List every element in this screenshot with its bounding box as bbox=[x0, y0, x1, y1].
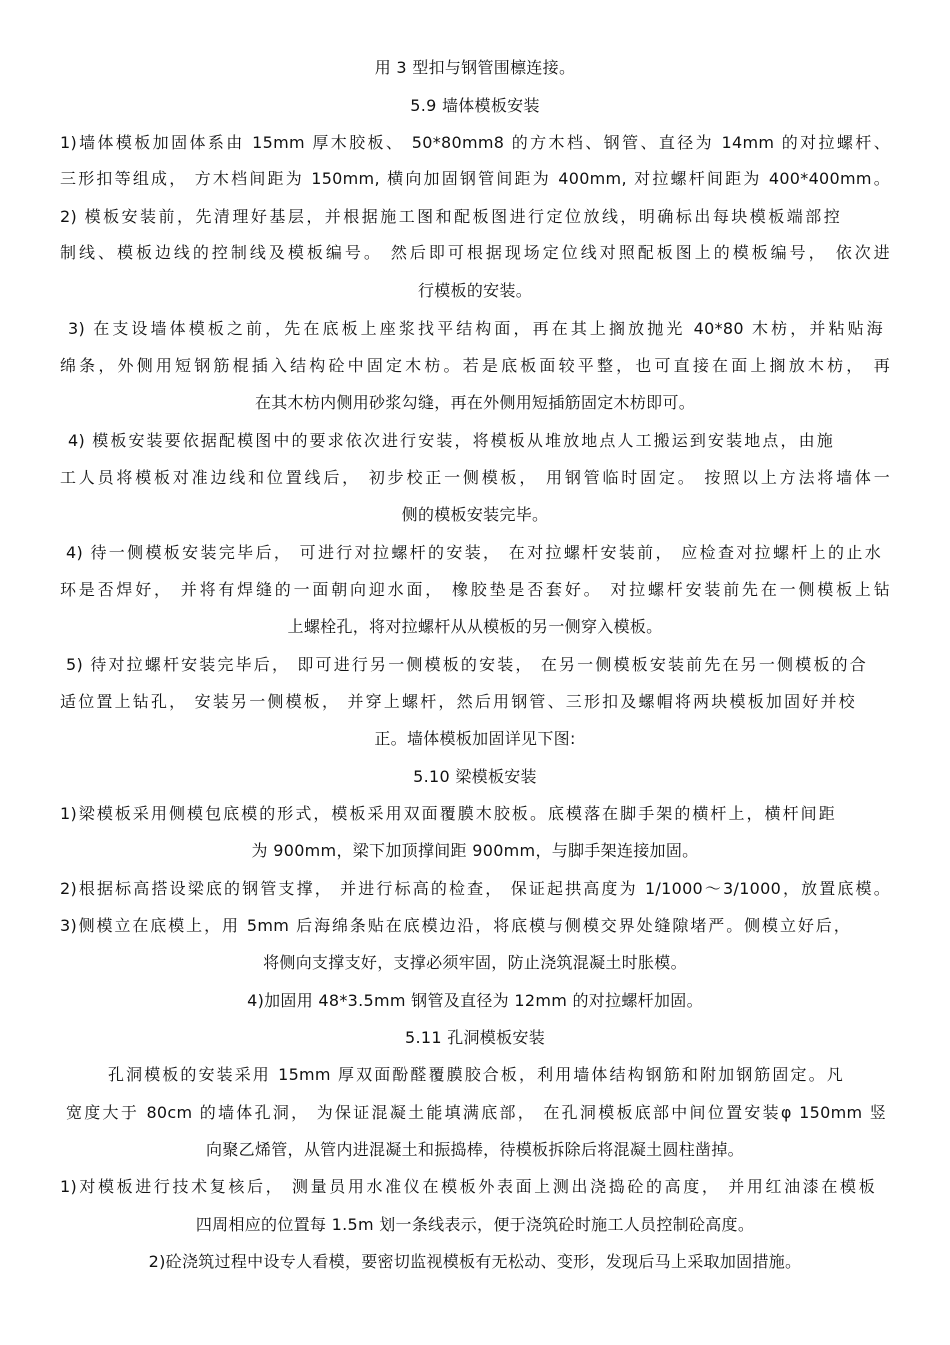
section-heading-5-10: 5.10 梁模板安装 bbox=[413, 767, 537, 786]
text-line: 4) 待一侧模板安装完毕后， 可进行对拉螺杆的安装， 在对拉螺杆安装前， 应检查对拉螺杆上的止水 bbox=[66, 543, 881, 562]
text-line: 工人员将模板对准边线和位置线后， 初步校正一侧模板， 用钢管临时固定。 按照以上方法将墙体一 bbox=[60, 468, 890, 487]
text-line: 正。墙体模板加固详见下图: bbox=[374, 729, 576, 748]
text-line: 4) 模板安装要依据配模图中的要求依次进行安装，将模板从堆放地点人工搬运到安装地点，由施 bbox=[68, 431, 833, 450]
text-line: 2)砼浇筑过程中设专人看模，要密切监视模板有无松动、变形，发现后马上采取加固措施。 bbox=[148, 1252, 802, 1271]
text-line: 绵条，外侧用短钢筋棍插入结构砼中固定木枋。若是底板面较平整，也可直接在面上搁放木枋， 再 bbox=[60, 356, 890, 375]
text-line: 为 900mm，梁下加顶撑间距 900mm，与脚手架连接加固。 bbox=[251, 841, 699, 860]
text-line: 上螺栓孔，将对拉螺杆从从模板的另一侧穿入模板。 bbox=[287, 617, 663, 636]
text-line: 2)根据标高搭设梁底的钢管支撑， 并进行标高的检查， 保证起拱高度为 1/1000～3/1000，放置底模。 bbox=[60, 879, 890, 898]
section-heading-5-9: 5.9 墙体模板安装 bbox=[410, 96, 540, 115]
text-line: 5) 待对拉螺杆安装完毕后， 即可进行另一侧模板的安装， 在另一侧模板安装前先在另一侧模板的合 bbox=[66, 655, 866, 674]
text-line: 3)侧模立在底模上，用 5mm 后海绵条贴在底模边沿，将底模与侧模交界处缝隙堵严。侧模立好后， bbox=[60, 916, 850, 935]
text-line: 环是否焊好， 并将有焊缝的一面朝向迎水面， 橡胶垫是否套好。 对拉螺杆安装前先在一侧模板上钻 bbox=[60, 580, 890, 599]
text-line: 向聚乙烯管，从管内进混凝土和振捣棒，待模板拆除后将混凝土圆柱凿掉。 bbox=[206, 1140, 744, 1159]
text-line: 4)加固用 48*3.5mm 钢管及直径为 12mm 的对拉螺杆加固。 bbox=[247, 991, 703, 1010]
text-line: 侧的模板安装完毕。 bbox=[401, 505, 549, 524]
text-line: 1)墙体模板加固体系由 15mm 厚木胶板、 50*80mm8 的方木档、钢管、直径为 14mm 的对拉螺杆、 bbox=[60, 133, 890, 152]
text-line: 三形扣等组成， 方木档间距为 150mm, 横向加固钢管间距为 400mm, 对拉螺杆间距为 400*400mm。 bbox=[60, 169, 890, 188]
text-line: 3) 在支设墙体模板之前，先在底板上座浆找平结构面，再在其上搁放抛光 40*80 木枋，并粘贴海 bbox=[68, 319, 883, 338]
text-line: 行模板的安装。 bbox=[417, 281, 533, 300]
text-line: 2) 模板安装前，先清理好基层，并根据施工图和配板图进行定位放线，明确标出每块模板端部控 bbox=[60, 207, 840, 226]
text-line: 宽度大于 80cm 的墙体孔洞， 为保证混凝土能填满底部， 在孔洞模板底部中间位置安装φ 150mm 竖 bbox=[66, 1103, 886, 1122]
text-line: 适位置上钻孔， 安装另一侧模板， 并穿上螺杆，然后用钢管、三形扣及螺帽将两块模板加固好并校 bbox=[60, 692, 855, 711]
text-line: 1)梁模板采用侧模包底模的形式，模板采用双面覆膜木胶板。底模落在脚手架的横杆上，横杆间距 bbox=[60, 804, 835, 823]
text-line: 在其木枋内侧用砂浆勾缝，再在外侧用短插筋固定木枋即可。 bbox=[254, 393, 696, 412]
text-line: 制线、模板边线的控制线及模板编号。 然后即可根据现场定位线对照配板图上的模板编号， 依次进 bbox=[60, 243, 890, 262]
text-line: 四周相应的位置每 1.5m 划一条线表示，便于浇筑砼时施工人员控制砼高度。 bbox=[195, 1215, 755, 1234]
text-line: 用 3 型扣与钢管围檩连接。 bbox=[374, 58, 576, 77]
text-line: 孔洞模板的安装采用 15mm 厚双面酚醛覆膜胶合板，利用墙体结构钢筋和附加钢筋固定。凡 bbox=[108, 1065, 843, 1084]
text-line: 将侧向支撑支好，支撑必须牢固，防止浇筑混凝土时胀模。 bbox=[263, 953, 687, 972]
section-heading-5-11: 5.11 孔洞模板安装 bbox=[404, 1028, 545, 1047]
text-line: 1)对模板进行技术复核后， 测量员用水准仪在模板外表面上测出浇捣砼的高度， 并用红油漆在模板 bbox=[60, 1177, 875, 1196]
